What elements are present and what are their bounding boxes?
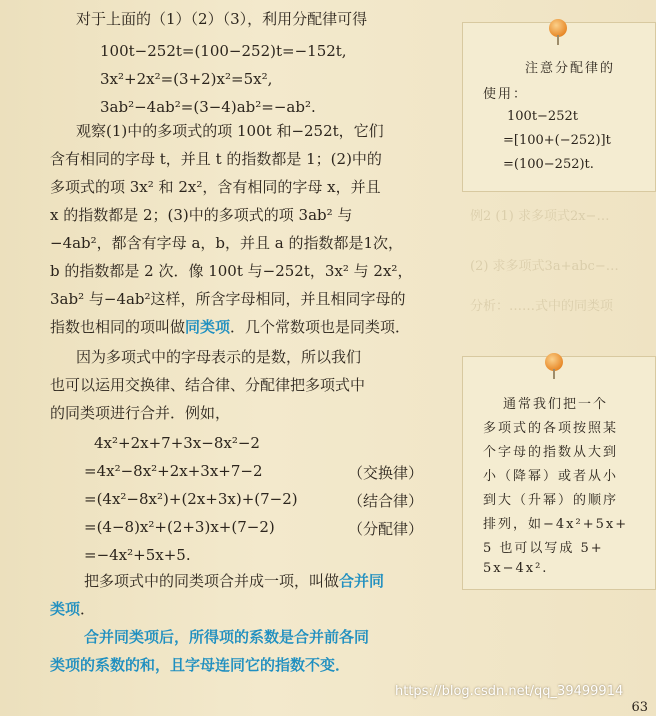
note-line: 使用：	[483, 87, 529, 102]
para1-line: 观察(1)中的多项式的项 100t 和−252t，它们	[76, 122, 384, 140]
calc-line: =(4−8)x²+(2+3)x+(7−2)	[84, 518, 275, 536]
term-like-terms: 同类项	[185, 318, 231, 336]
para2-line: 因为多项式中的字母表示的是数，所以我们	[76, 348, 362, 366]
note-line: =(100−252)t.	[503, 157, 594, 172]
note-line: 5 也可以写成 5+	[483, 541, 604, 556]
rule-line: 合并同类项后，所得项的系数是合并前各同	[84, 628, 370, 646]
note-line: 排列，如−4x²+5x+	[483, 517, 629, 532]
page-number: 63	[631, 700, 648, 715]
side-note-distributive	[462, 22, 656, 192]
pushpin-icon	[549, 19, 567, 37]
law-label: （分配律）	[348, 520, 424, 538]
para1-line: x 的指数都是 2；(3)中的多项式的项 3ab² 与	[50, 206, 353, 224]
para1-line: −4ab²，都含有字母 a，b，并且 a 的指数都是1次，	[50, 234, 404, 252]
term-combine-a: 合并同	[339, 572, 385, 590]
para3-pre: 把多项式中的同类项合并成一项，叫做	[84, 572, 340, 590]
para1-line: 含有相同的字母 t，并且 t 的指数都是 1；(2)中的	[50, 150, 382, 168]
bleed-through-text: 分析：……式中的同类项	[470, 299, 614, 314]
para1-line: b 的指数都是 2 次．像 100t 与−252t，3x² 与 2x²，	[50, 262, 413, 280]
note-line: 通常我们把一个	[503, 397, 609, 412]
equation-1: 100t−252t=(100−252)t=−152t,	[100, 42, 347, 60]
note-line: 注意分配律的	[525, 61, 616, 76]
note-line: 100t−252t	[507, 109, 578, 124]
side-note-ordering	[462, 356, 656, 590]
bleed-through-text: 例2 (1) 求多项式2x−…	[470, 209, 610, 224]
para3-line	[84, 574, 384, 589]
para3-post: ．	[80, 600, 96, 618]
law-label: （结合律）	[348, 492, 424, 510]
para1-last-pre: 指数也相同的项叫做	[50, 318, 186, 336]
intro-line: 对于上面的（1）（2）（3），利用分配律可得	[76, 10, 368, 28]
para1-last-line	[50, 320, 410, 335]
para1-last-post: ．几个常数项也是同类项．	[230, 318, 411, 336]
note-line: 多项式的各项按照某	[483, 421, 619, 436]
equation-2: 3x²+2x²=(3+2)x²=5x²,	[100, 70, 273, 88]
para1-line: 3ab² 与−4ab²这样，所含字母相同，并且相同字母的	[50, 290, 406, 308]
note-line: 个字母的指数从大到	[483, 445, 619, 460]
calc-line: =−4x²+5x+5.	[84, 546, 191, 564]
note-line: =[100+(−252)]t	[503, 133, 611, 148]
law-label: （交换律）	[348, 464, 424, 482]
note-line: 5x−4x².	[483, 561, 549, 576]
para2-line: 的同类项进行合并．例如，	[50, 404, 231, 422]
calc-line: =(4x²−8x²)+(2x+3x)+(7−2)	[84, 490, 298, 508]
calc-line: =4x²−8x²+2x+3x+7−2	[84, 462, 263, 480]
calc-line: 4x²+2x+7+3x−8x²−2	[94, 434, 260, 452]
rule-line: 类项的系数的和，且字母连同它的指数不变．	[50, 656, 351, 674]
note-line: 到大（升幂）的顺序	[483, 493, 619, 508]
note-line: 小（降幂）或者从小	[483, 469, 619, 484]
pushpin-icon	[545, 353, 563, 371]
term-combine-b: 类项	[50, 600, 81, 618]
watermark-text: https://blog.csdn.net/qq_39499914	[395, 684, 624, 699]
para3-line2	[50, 602, 95, 617]
equation-3: 3ab²−4ab²=(3−4)ab²=−ab².	[100, 98, 316, 116]
para2-line: 也可以运用交换律、结合律、分配律把多项式中	[50, 376, 366, 394]
para1-line: 多项式的项 3x² 和 2x²，含有相同的字母 x，并且	[50, 178, 381, 196]
bleed-through-text: (2) 求多项式3a+abc−…	[470, 259, 619, 274]
